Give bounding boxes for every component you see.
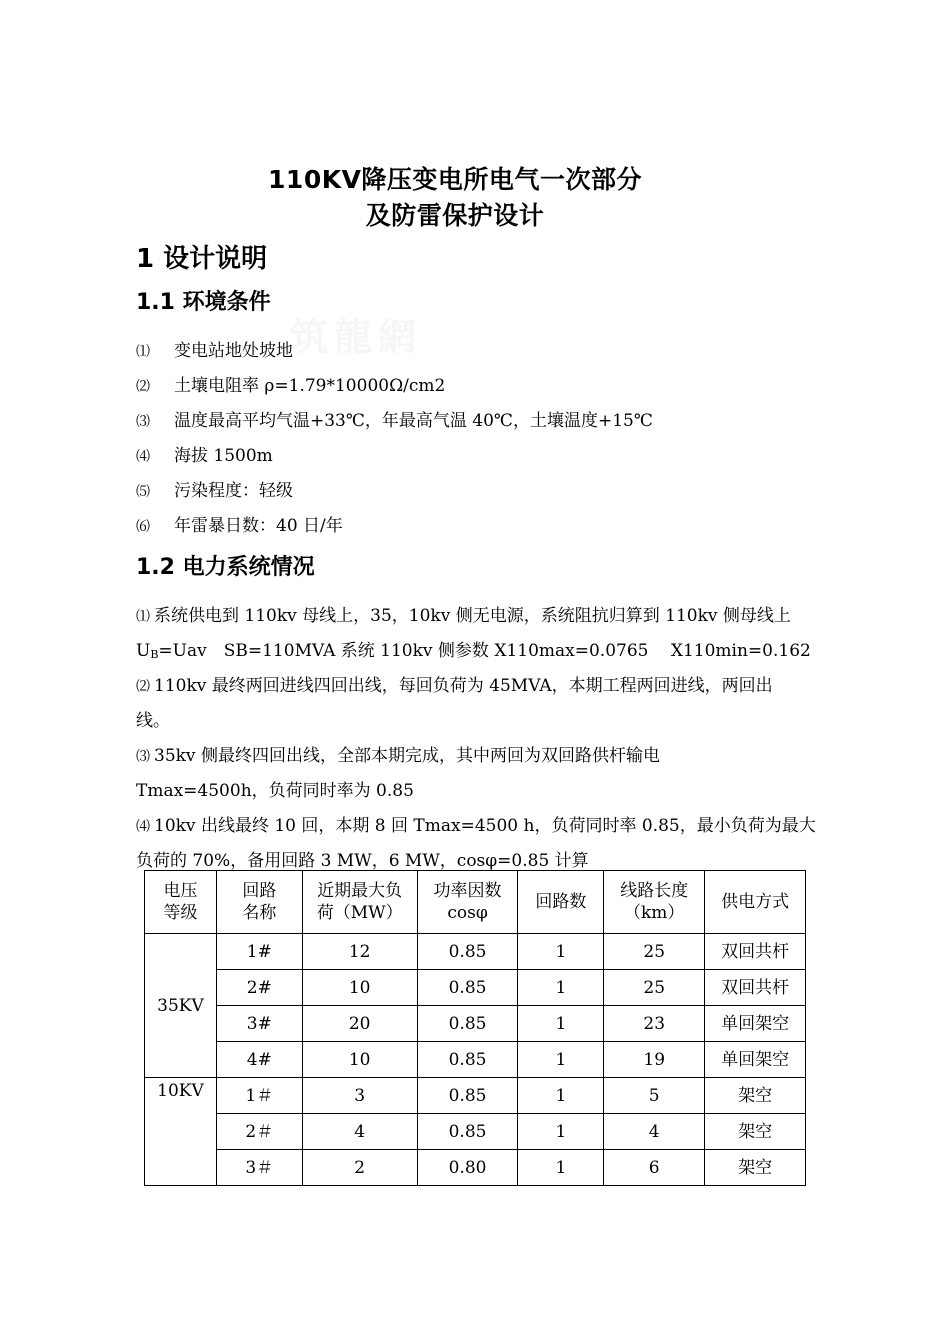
- paragraph-line: [136, 741, 660, 766]
- table-cell: 0.85: [417, 1114, 518, 1150]
- table-cell: 架空: [705, 1150, 806, 1186]
- list-item: [136, 371, 445, 396]
- table-cell: 20: [302, 1006, 417, 1042]
- table-cell: 5: [604, 1078, 705, 1114]
- paragraph-text: 110kv 最终两回进线四回出线，每回负荷为 45MVA，本期工程两回进线，两回出: [154, 676, 773, 696]
- table-row: [145, 1150, 806, 1186]
- table-cell: 3: [302, 1078, 417, 1114]
- table-cell: 3＃: [216, 1150, 302, 1186]
- table-row: [145, 1042, 806, 1078]
- voltage-level-cell: 35KV: [145, 934, 217, 1078]
- table-cell: 2＃: [216, 1114, 302, 1150]
- section-heading: 1 设计说明: [136, 244, 268, 274]
- table-header-cell: 功率因数 cosφ: [417, 871, 518, 934]
- table-cell: 23: [604, 1006, 705, 1042]
- formula-subscript: B: [150, 648, 159, 661]
- paragraph-line: 负荷的 70%，备用回路 3 MW，6 MW，cosφ=0.85 计算: [136, 851, 589, 871]
- table-cell: 架空: [705, 1078, 806, 1114]
- list-item-text: 年雷暴日数：40 日/年: [174, 516, 343, 536]
- paragraph-line: [136, 636, 811, 661]
- list-item-number: ⑴: [136, 344, 150, 360]
- voltage-level-cell: 10KV: [145, 1078, 217, 1186]
- paragraph-number: ⑶: [136, 749, 150, 765]
- table-cell: 12: [302, 934, 417, 970]
- document-title-line1: 110KV降压变电所电气一次部分: [268, 165, 642, 194]
- table-cell: 1: [518, 970, 604, 1006]
- list-item-number: ⑸: [136, 484, 150, 500]
- list-item-number: ⑶: [136, 414, 150, 430]
- table-cell: 25: [604, 934, 705, 970]
- list-item: [136, 336, 293, 361]
- load-table: [144, 870, 806, 1186]
- list-item-text: 变电站地处坡地: [174, 341, 293, 361]
- list-item-number: ⑵: [136, 379, 150, 395]
- table-header-cell: 电压 等级: [145, 871, 217, 934]
- paragraph-line: Tmax=4500h，负荷同时率为 0.85: [136, 781, 414, 801]
- table-cell: 4: [604, 1114, 705, 1150]
- table-header-cell: 回路数: [518, 871, 604, 934]
- document-title-line2: 及防雷保护设计: [365, 201, 545, 230]
- table-cell: 10: [302, 1042, 417, 1078]
- table-cell: 0.85: [417, 1042, 518, 1078]
- table-cell: 2: [302, 1150, 417, 1186]
- table-row: [145, 1078, 806, 1114]
- table-cell: 0.85: [417, 1078, 518, 1114]
- table-header-cell: 供电方式: [705, 871, 806, 934]
- paragraph-line: [136, 811, 816, 836]
- paragraph-line: [136, 601, 791, 626]
- table-cell: 1: [518, 1078, 604, 1114]
- table-cell: 1: [518, 1114, 604, 1150]
- table-cell: 25: [604, 970, 705, 1006]
- paragraph-text: 10kv 出线最终 10 回，本期 8 回 Tmax=4500 h，负荷同时率 0.85，最小负荷为最大: [154, 816, 816, 836]
- paragraph-text: =Uav SB=110MVA 系统 110kv 侧参数 X110max=0.0765 X110min=0.162: [158, 641, 811, 661]
- table-cell: 4: [302, 1114, 417, 1150]
- paragraph-line: 线。: [136, 711, 170, 731]
- table-row: [145, 1114, 806, 1150]
- list-item-number: ⑹: [136, 519, 150, 535]
- list-item: [136, 511, 343, 536]
- table-cell: 双回共杆: [705, 934, 806, 970]
- list-item-text: 土壤电阻率 ρ=1.79*10000Ω/cm2: [174, 376, 446, 396]
- list-item: [136, 441, 273, 466]
- table-cell: 1#: [216, 934, 302, 970]
- table-cell: 2#: [216, 970, 302, 1006]
- table-cell: 0.85: [417, 934, 518, 970]
- table-cell: 0.80: [417, 1150, 518, 1186]
- paragraph-number: ⑴: [136, 609, 150, 625]
- table-cell: 0.85: [417, 970, 518, 1006]
- table-row: [145, 970, 806, 1006]
- formula-symbol: U: [136, 641, 151, 661]
- paragraph-number: ⑵: [136, 679, 150, 695]
- paragraph-text: 35kv 侧最终四回出线，全部本期完成，其中两回为双回路供杆输电: [154, 746, 660, 766]
- table-header-cell: 近期最大负 荷（MW）: [302, 871, 417, 934]
- subsection-heading-power-system: 1.2 电力系统情况: [136, 555, 315, 580]
- table-cell: 4#: [216, 1042, 302, 1078]
- table-row: [145, 1006, 806, 1042]
- paragraph-number: ⑷: [136, 819, 150, 835]
- list-item-number: ⑷: [136, 449, 150, 465]
- paragraph-line: [136, 671, 773, 696]
- list-item-text: 海拔 1500m: [174, 446, 273, 466]
- table-cell: 3#: [216, 1006, 302, 1042]
- table-cell: 6: [604, 1150, 705, 1186]
- table-cell: 单回架空: [705, 1006, 806, 1042]
- subsection-heading-environment: 1.1 环境条件: [136, 290, 271, 315]
- table-cell: 1: [518, 934, 604, 970]
- table-cell: 单回架空: [705, 1042, 806, 1078]
- table-cell: 19: [604, 1042, 705, 1078]
- table-header-cell: 回路 名称: [216, 871, 302, 934]
- table-cell: 架空: [705, 1114, 806, 1150]
- table-cell: 1: [518, 1006, 604, 1042]
- table-header-row: [145, 871, 806, 934]
- list-item: [136, 406, 653, 431]
- table-cell: 1: [518, 1150, 604, 1186]
- table-cell: 10: [302, 970, 417, 1006]
- table-row: [145, 934, 806, 970]
- watermark: 筑龍網: [290, 314, 423, 359]
- table-cell: 0.85: [417, 1006, 518, 1042]
- list-item-text: 污染程度：轻级: [174, 481, 293, 501]
- table-header-cell: 线路长度 （km）: [604, 871, 705, 934]
- table-cell: 1: [518, 1042, 604, 1078]
- list-item-text: 温度最高平均气温+33℃，年最高气温 40℃，土壤温度+15℃: [174, 411, 653, 431]
- paragraph-text: 系统供电到 110kv 母线上，35，10kv 侧无电源，系统阻抗归算到 110kv 侧母线上: [154, 606, 791, 626]
- list-item: [136, 476, 293, 501]
- table-cell: 1＃: [216, 1078, 302, 1114]
- table-cell: 双回共杆: [705, 970, 806, 1006]
